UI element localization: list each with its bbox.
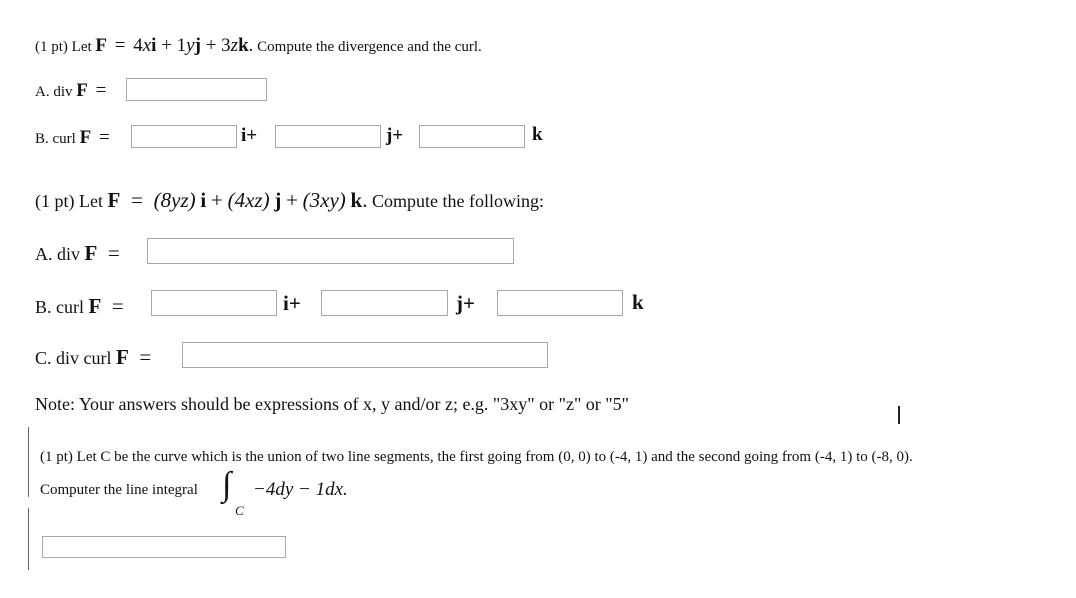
problem1-curl-k-input[interactable] [419, 125, 525, 148]
problem2-a-label: A. div F = [35, 241, 120, 265]
problem2-div-curl-input[interactable] [182, 342, 548, 368]
integral-sign-icon: ∫ [222, 466, 232, 503]
problem2-c-label: C. div curl F = [35, 345, 152, 369]
problem1-F: F [95, 35, 108, 56]
problem1-a-label: A. div F = [35, 80, 107, 101]
problem2-k: k [632, 290, 644, 314]
problem3-left-border [28, 427, 29, 497]
problem3-left-border-lower [28, 508, 29, 570]
problem2-b-label: B. curl F = [35, 294, 124, 318]
problem1-prefix: (1 pt) Let [35, 39, 96, 55]
problem3-integral-row: Computer the line integral [40, 482, 198, 498]
problem3-answer-input[interactable] [42, 536, 286, 558]
text-cursor [898, 406, 900, 424]
problem1-i-plus: i+ [241, 125, 258, 146]
problem2-curl-i-input[interactable] [151, 290, 277, 316]
problem2-i-plus: i+ [283, 291, 301, 315]
integral-subscript: C [235, 503, 244, 518]
problem1-div-input[interactable] [126, 78, 267, 101]
problem1-eq: = [114, 35, 126, 56]
problem2-note: Note: Your answers should be expressions of x, y and/or z; e.g. "3xy" or "z" or "5" [35, 394, 629, 414]
problem1-expression: 4xi + 1yj + 3zk. [133, 35, 254, 56]
problem1-b-label: B. curl F = [35, 127, 110, 148]
problem2-div-input[interactable] [147, 238, 514, 264]
problem1-curl-i-input[interactable] [131, 125, 237, 148]
problem2-j-plus: j+ [456, 291, 475, 315]
problem1-suffix: Compute the divergence and the curl. [253, 39, 482, 55]
problem1-k: k [532, 124, 543, 145]
problem2-curl-k-input[interactable] [497, 290, 623, 316]
integrand: −4dy − 1dx. [253, 479, 348, 500]
problem1-j-plus: j+ [386, 125, 404, 146]
problem2-curl-j-input[interactable] [321, 290, 448, 316]
problem2-statement: (1 pt) Let F = (8yz) i + (4xz) j + (3xy) k. Compute the following: [35, 188, 544, 212]
problem1-statement [35, 35, 482, 57]
problem1-curl-j-input[interactable] [275, 125, 381, 148]
problem3-statement: (1 pt) Let C be the curve which is the union of two line segments, the first going from (0, 0) to (-4, 1) and the second going from (-4, 1) to (-8, 0). [40, 449, 913, 465]
